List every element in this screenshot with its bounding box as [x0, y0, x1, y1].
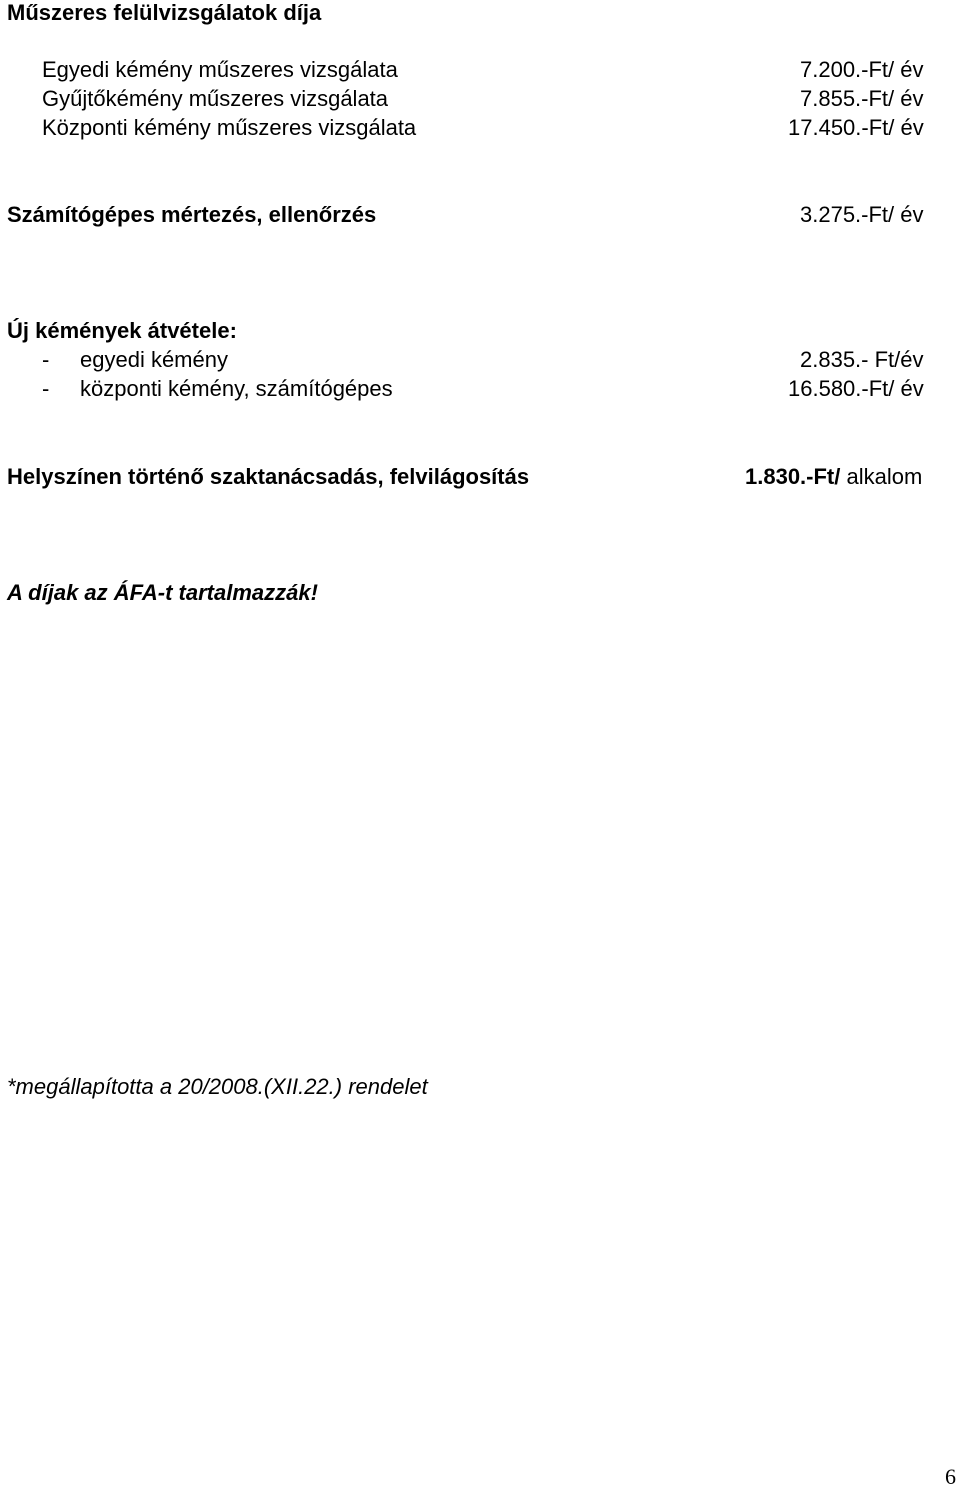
consultation-price-amount: 1.830.-Ft/	[745, 464, 841, 489]
item-price-egyedi: 7.200.-Ft/ év	[800, 57, 924, 82]
new-chimney-price-egyedi: 2.835.- Ft/év	[800, 347, 924, 372]
list-dash: -	[42, 376, 50, 401]
item-label-kozponti: Központi kémény műszeres vizsgálata	[42, 115, 417, 140]
item-label-egyedi: Egyedi kémény műszeres vizsgálata	[42, 57, 398, 82]
page-title: Műszeres felülvizsgálatok díja	[7, 0, 322, 25]
new-chimneys-heading: Új kémények átvétele:	[7, 318, 237, 343]
new-chimney-label-egyedi: egyedi kémény	[80, 347, 228, 372]
item-price-kozponti: 17.450.-Ft/ év	[788, 115, 924, 140]
footnote: *megállapította a 20/2008.(XII.22.) rendelet	[7, 1074, 428, 1099]
consultation-price-unit: alkalom	[840, 464, 923, 489]
new-chimney-label-kozponti: központi kémény, számítógépes	[80, 376, 393, 401]
vat-note: A díjak az ÁFA-t tartalmazzák!	[7, 580, 318, 605]
computer-measurement-label: Számítógépes mértezés, ellenőrzés	[7, 202, 377, 227]
computer-measurement-price: 3.275.-Ft/ év	[800, 202, 924, 227]
new-chimney-price-kozponti: 16.580.-Ft/ év	[788, 376, 924, 401]
list-dash: -	[42, 347, 50, 372]
page-number: 6	[945, 1464, 956, 1489]
consultation-label: Helyszínen történő szaktanácsadás, felvilágosítás	[7, 464, 530, 489]
item-price-gyujto: 7.855.-Ft/ év	[800, 86, 924, 111]
consultation-price	[745, 464, 922, 490]
item-label-gyujto: Gyűjtőkémény műszeres vizsgálata	[42, 86, 389, 111]
